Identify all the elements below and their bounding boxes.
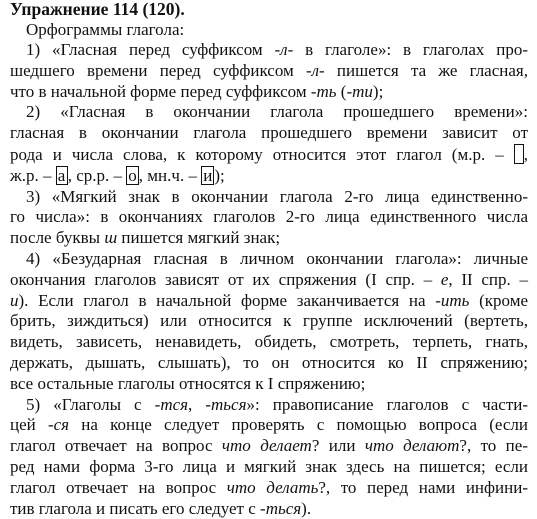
text-line: 5) «Глаголы с -тся, -ться»: правописание глаголов с части-: [26, 394, 529, 414]
text-line: 1) «Гласная перед суффиксом -л- в глаголе»: в глаголах про-: [26, 40, 528, 59]
italic-term: что делать: [226, 477, 319, 497]
text-line: видеть, зависеть, ненавидеть, обидеть, смотреть, терпеть, гнать,: [10, 332, 528, 352]
rule-item-4: [10, 249, 530, 395]
italic-term: -ить: [435, 290, 470, 310]
italic-term: -ться: [205, 394, 247, 414]
italic-term: и: [10, 290, 19, 310]
italic-term: -л-: [274, 40, 294, 59]
text-line: брить, зиждиться) или относится к группе исключений (вертеть,: [10, 311, 528, 331]
rule-list: [10, 40, 530, 519]
exercise-page: [10, 0, 530, 519]
text-line: все остальные глаголы относятся к I спряжению;: [10, 373, 366, 393]
italic-term: -л-: [305, 60, 325, 80]
rule-item-2: [10, 102, 530, 186]
text-line: 2) «Гласная в окончании глагола прошедшего времени»:: [26, 102, 528, 122]
italic-term: -тся: [154, 394, 189, 414]
text-line: ж.р. – а , ср.р. – о , мн.ч. – и );: [10, 165, 225, 185]
text-line: глагол отвечает на вопрос что делает? или что делают?, то пе-: [10, 436, 528, 456]
text-line: 3) «Мягкий знак в окончании глагола 2-го лица единственно-: [26, 186, 528, 206]
rule-item-3: [10, 187, 530, 249]
italic-term: -ть: [310, 81, 337, 101]
italic-term: что делает: [221, 436, 312, 456]
text-line: гласная в окончании глагола прошедшего времени зависит от: [10, 123, 528, 143]
italic-term: ш: [104, 228, 118, 248]
italic-term: -ся: [47, 415, 70, 435]
text-line: тив глагола и писать его следует с -ться).: [10, 498, 312, 518]
text-line: держать, дышать, слышать), то он относится ко II спряжению;: [10, 352, 528, 372]
italic-term: что делают: [364, 436, 460, 456]
ending-box: [514, 144, 524, 164]
text-line: го числа»: в окончаниях глаголов 2-го лица единственного числа: [10, 207, 528, 227]
text-line: 4) «Безударная гласная в личном окончании глагола»: личные: [26, 248, 528, 268]
italic-term: -ти: [346, 81, 373, 101]
exercise-title: Упражнение 114 (120).: [10, 0, 185, 19]
text-line: цей -ся на конце следует проверять с помощью вопроса (если: [10, 415, 528, 435]
text-line: окончания глаголов зависят от их спряжения (I спр. – е, II спр. –: [10, 269, 528, 289]
italic-term: -ться: [260, 498, 302, 518]
rule-item-5: [10, 395, 530, 519]
italic-term: е: [440, 269, 449, 289]
text-line: ред нами форма 3-го лица и мягкий знак здесь на пишется; если: [10, 456, 528, 476]
text-line: и). Если глагол в начальной форме заканчивается на -ить (кроме: [10, 290, 528, 310]
text-line: шедшего времени перед суффиксом -л- пишется та же гласная,: [10, 60, 528, 80]
ending-box: о: [128, 165, 137, 185]
text-line: глагол отвечает на вопрос что делать?, то перед нами инфини-: [10, 477, 528, 497]
ending-box: а: [56, 166, 68, 185]
exercise-subtitle: Орфограммы глагола:: [26, 20, 185, 39]
text-line: рода и числа слова, к которому относится этот глагол (м.р. – ,: [10, 144, 528, 164]
ending-box: и: [203, 165, 213, 185]
text-line: что в начальной форме перед суффиксом -ть (-ти);: [10, 81, 384, 101]
rule-item-1: [10, 40, 530, 102]
text-line: после буквы ш пишется мягкий знак;: [10, 228, 281, 248]
